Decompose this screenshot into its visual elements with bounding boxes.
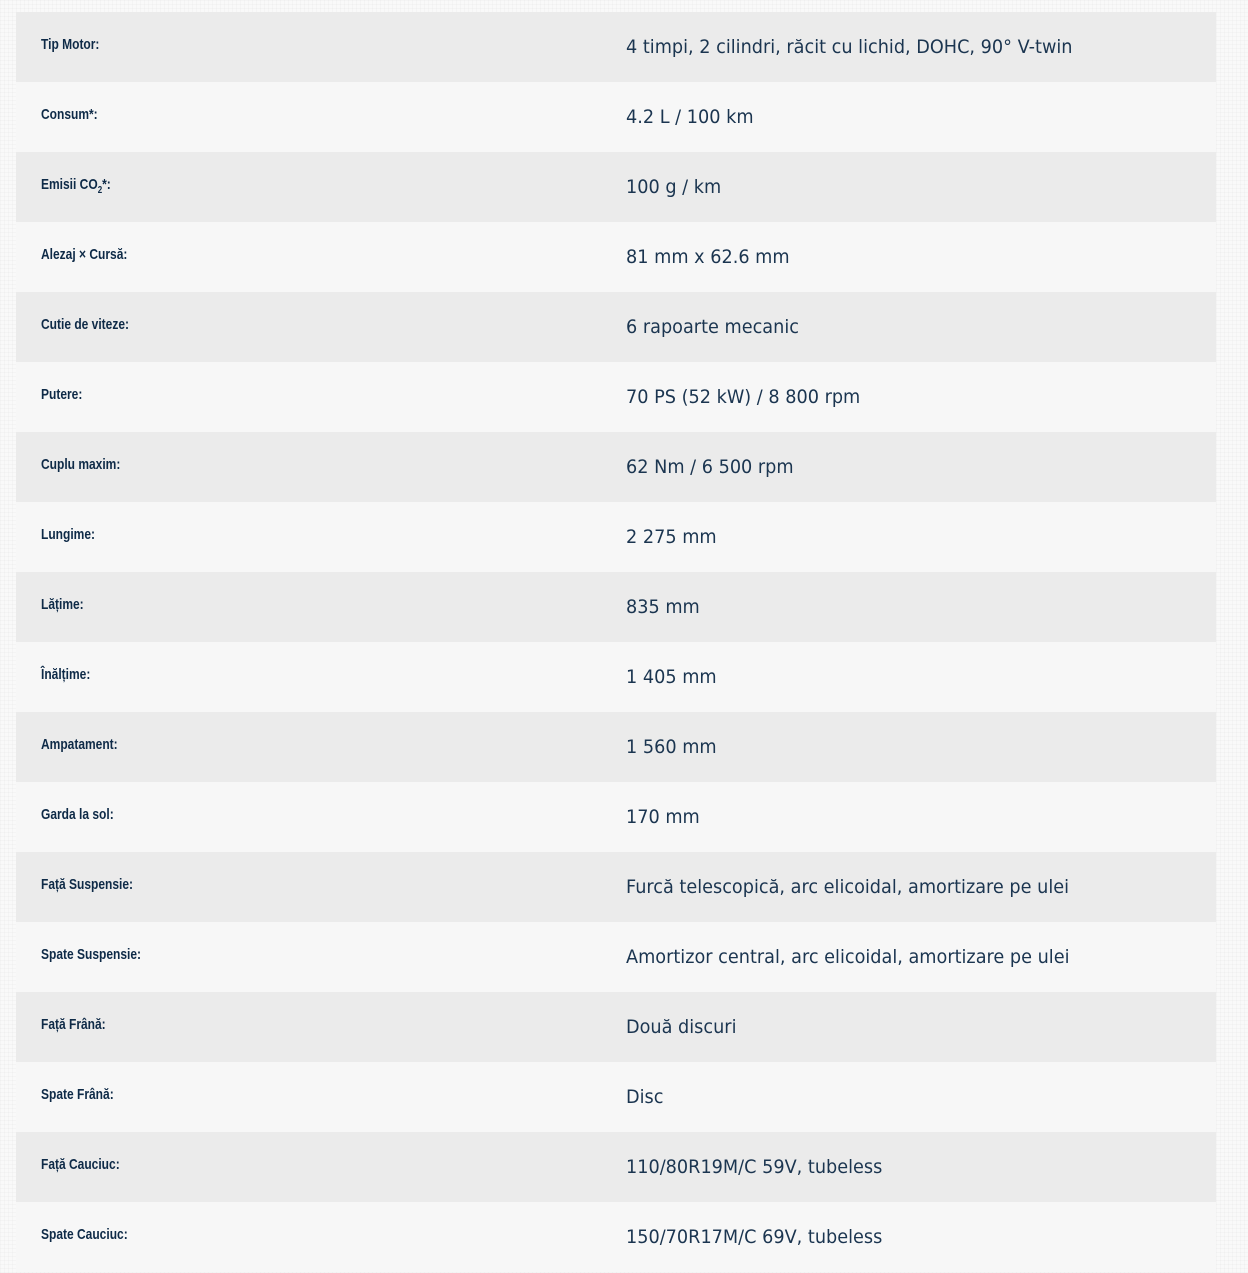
spec-value: Furcă telescopică, arc elicoidal, amortizare pe ulei (626, 876, 1070, 898)
spec-value: 110/80R19M/C 59V, tubeless (626, 1156, 883, 1178)
spec-label: Față Frână: (41, 1016, 106, 1033)
spec-row-length (16, 502, 1216, 572)
spec-label-suffix: *: (102, 176, 111, 193)
spec-label: Înălțime: (41, 666, 91, 683)
spec-value: 1 405 mm (626, 666, 717, 688)
spec-label: Putere: (41, 386, 83, 403)
spec-value: 4.2 L / 100 km (626, 106, 754, 128)
spec-value: 2 275 mm (626, 526, 717, 548)
spec-value: 6 rapoarte mecanic (626, 316, 799, 338)
spec-row-power (16, 362, 1216, 432)
spec-row-consumption (16, 82, 1216, 152)
spec-label: Lățime: (41, 596, 84, 613)
spec-value: 81 mm x 62.6 mm (626, 246, 790, 268)
spec-label-subscript: 2 (97, 185, 103, 196)
spec-row-rear-suspension (16, 922, 1216, 992)
spec-value: 1 560 mm (626, 736, 717, 758)
spec-value: Amortizor central, arc elicoidal, amortizare pe ulei (626, 946, 1070, 968)
spec-label: Ampatament: (41, 736, 118, 753)
spec-label: Spate Cauciuc: (41, 1226, 128, 1243)
spec-value: 70 PS (52 kW) / 8 800 rpm (626, 386, 861, 408)
spec-label: Consum*: (41, 106, 98, 123)
spec-label: Față Cauciuc: (41, 1156, 120, 1173)
spec-row-max-torque (16, 432, 1216, 502)
spec-value: 170 mm (626, 806, 700, 828)
spec-row-front-tire (16, 1132, 1216, 1202)
spec-label: Alezaj × Cursă: (41, 246, 128, 263)
spec-row-ground-clearance (16, 782, 1216, 852)
spec-value: 4 timpi, 2 cilindri, răcit cu lichid, DOHC, 90° V-twin (626, 36, 1073, 58)
spec-label: Cutie de viteze: (41, 316, 130, 333)
spec-value: 150/70R17M/C 69V, tubeless (626, 1226, 883, 1248)
spec-label: Spate Frână: (41, 1086, 114, 1103)
spec-row-front-suspension (16, 852, 1216, 922)
spec-row-bore-stroke (16, 222, 1216, 292)
spec-value: 62 Nm / 6 500 rpm (626, 456, 794, 478)
spec-row-front-brake (16, 992, 1216, 1062)
specifications-table (16, 12, 1216, 1272)
spec-label: Tip Motor: (41, 36, 100, 53)
spec-row-width (16, 572, 1216, 642)
spec-row-rear-tire (16, 1202, 1216, 1272)
spec-value: 100 g / km (626, 176, 722, 198)
spec-row-rear-brake (16, 1062, 1216, 1132)
spec-row-height (16, 642, 1216, 712)
spec-value: Două discuri (626, 1016, 737, 1038)
spec-value: Disc (626, 1086, 664, 1108)
spec-label: Garda la sol: (41, 806, 114, 823)
spec-label-main: Emisii CO (41, 176, 98, 193)
spec-label: Cuplu maxim: (41, 456, 121, 473)
spec-row-wheelbase (16, 712, 1216, 782)
spec-row-co2-emissions (16, 152, 1216, 222)
spec-label: Față Suspensie: (41, 876, 134, 893)
spec-row-engine-type (16, 12, 1216, 82)
spec-label (41, 152, 111, 222)
spec-row-gearbox (16, 292, 1216, 362)
spec-label: Lungime: (41, 526, 95, 543)
spec-value: 835 mm (626, 596, 700, 618)
spec-label: Spate Suspensie: (41, 946, 142, 963)
